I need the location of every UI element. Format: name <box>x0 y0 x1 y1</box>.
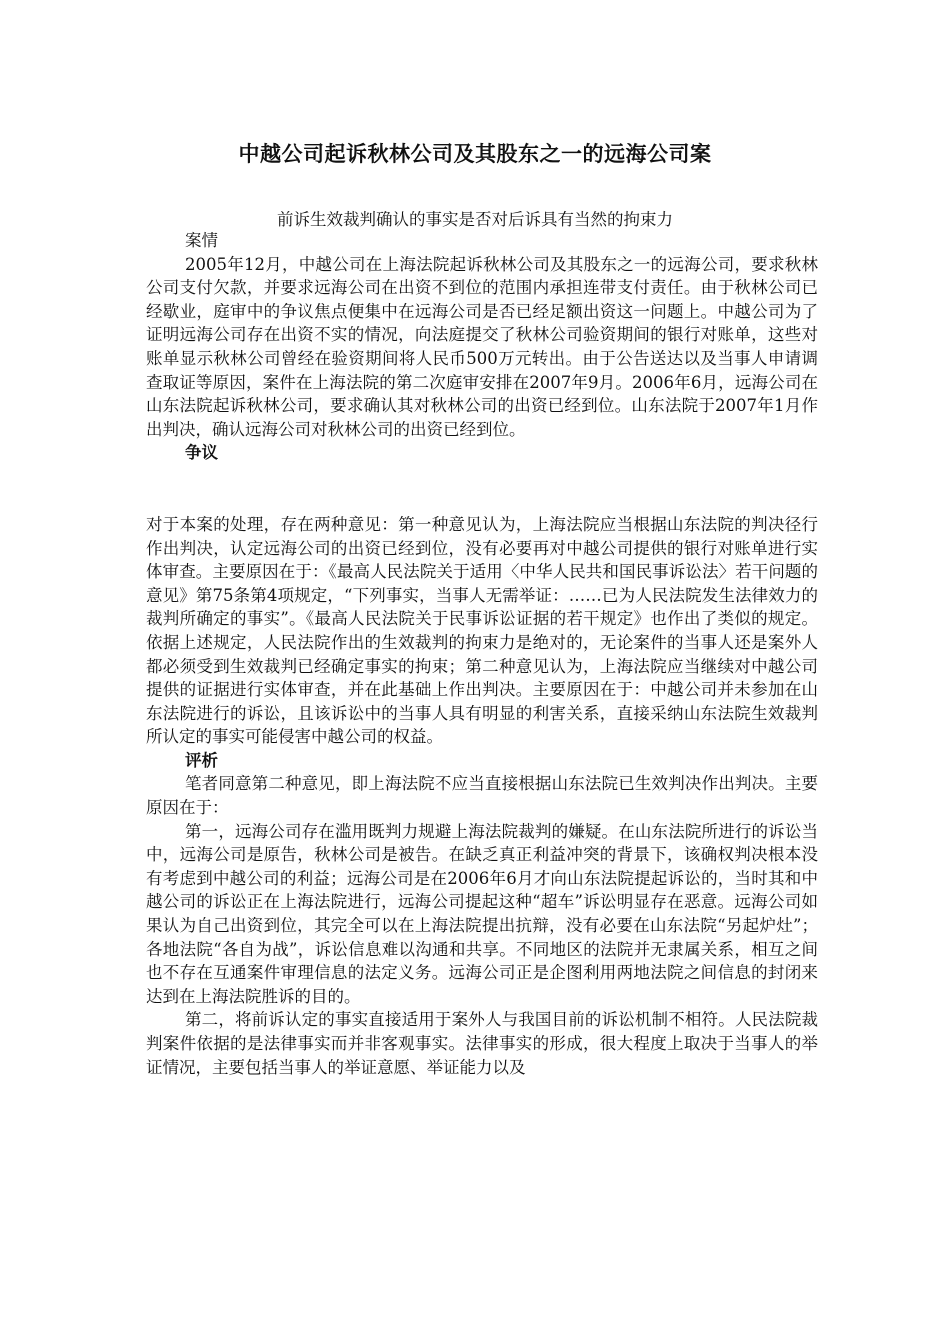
analysis-point-2: 第二，将前诉认定的事实直接适用于案外人与我国目前的诉讼机制不相符。人民法院裁判案件依据的是法律事实而并非客观事实。法律事实的形成，很大程度上取决于当事人的举证情况，主要包括当事人的举证意愿、举证能力以及 <box>146 1010 818 1077</box>
paragraph-gap <box>146 465 818 513</box>
case-heading: 案情 <box>185 231 218 250</box>
document-body <box>146 229 818 1079</box>
dispute-heading: 争议 <box>185 443 218 463</box>
case-paragraph: 2005年12月，中越公司在上海法院起诉秋林公司及其股东之一的远海公司，要求秋林公司支付欠款，并要求远海公司在出资不到位的范围内承担连带支付责任。由于秋林公司已经歇业，庭审中的争议焦点便集中在远海公司是否已经足额出资这一问题上。中越公司为了证明远海公司存在出资不实的情况，向法庭提交了秋林公司验资期间的银行对账单，这些对账单显示秋林公司曾经在验资期间将人民币500万元转出。由于公告送达以及当事人申请调查取证等原因，案件在上海法院的第二次庭审安排在2007年9月。2006年6月，远海公司在山东法院起诉秋林公司，要求确认其对秋林公司的出资已经到位。山东法院于2007年1月作出判决，确认远海公司对秋林公司的出资已经到位。 <box>146 254 818 439</box>
document-title: 中越公司起诉秋林公司及其股东之一的远海公司案 <box>238 142 712 166</box>
dispute-paragraph: 对于本案的处理，存在两种意见：第一种意见认为，上海法院应当根据山东法院的判决径行作出判决，认定远海公司的出资已经到位，没有必要再对中越公司提供的银行对账单进行实体审查。主要原因在于：《最高人民法院关于适用〈中华人民共和国民事诉讼法〉若干问题的意见》第75条第4项规定，“下列事实，当事人无需举证：……已为人民法院发生法律效力的裁判所确定的事实”。《最高人民法院关于民事诉讼证据的若干规定》也作出了类似的规定。依据上述规定，人民法院作出的生效裁判的拘束力是绝对的，无论案件的当事人还是案外人都必须受到生效裁判已经确定事实的拘束；第二种意见认为，上海法院应当继续对中越公司提供的证据进行实体审查，并在此基础上作出判决。主要原因在于：中越公司并未参加在山东法院进行的诉讼，且该诉讼中的当事人具有明显的利害关系，直接采纳山东法院生效裁判所认定的事实可能侵害中越公司的权益。 <box>146 514 818 747</box>
analysis-heading: 评析 <box>185 750 218 770</box>
document-subtitle: 前诉生效裁判确认的事实是否对后诉具有当然的拘束力 <box>277 210 673 229</box>
analysis-intro: 笔者同意第二种意见，即上海法院不应当直接根据山东法院已生效判决作出判决。主要原因在于： <box>146 774 818 818</box>
analysis-point-1: 第一，远海公司存在滥用既判力规避上海法院裁判的嫌疑。在山东法院所进行的诉讼当中，远海公司是原告，秋林公司是被告。在缺乏真正利益冲突的背景下，该确权判决根本没有考虑到中越公司的利益；远海公司是在2006年6月才向山东法院提起诉讼的，当时其和中越公司的诉讼正在上海法院进行，远海公司提起这种“超车”诉讼明显存在恶意。远海公司如果认为自己出资到位，其完全可以在上海法院提出抗辩，没有必要在山东法院“另起炉灶”；各地法院“各自为战”，诉讼信息难以沟通和共享。不同地区的法院并无隶属关系，相互之间也不存在互通案件审理信息的法定义务。远海公司正是企图利用两地法院之间信息的封闭来达到在上海法院胜诉的目的。 <box>146 821 818 1006</box>
